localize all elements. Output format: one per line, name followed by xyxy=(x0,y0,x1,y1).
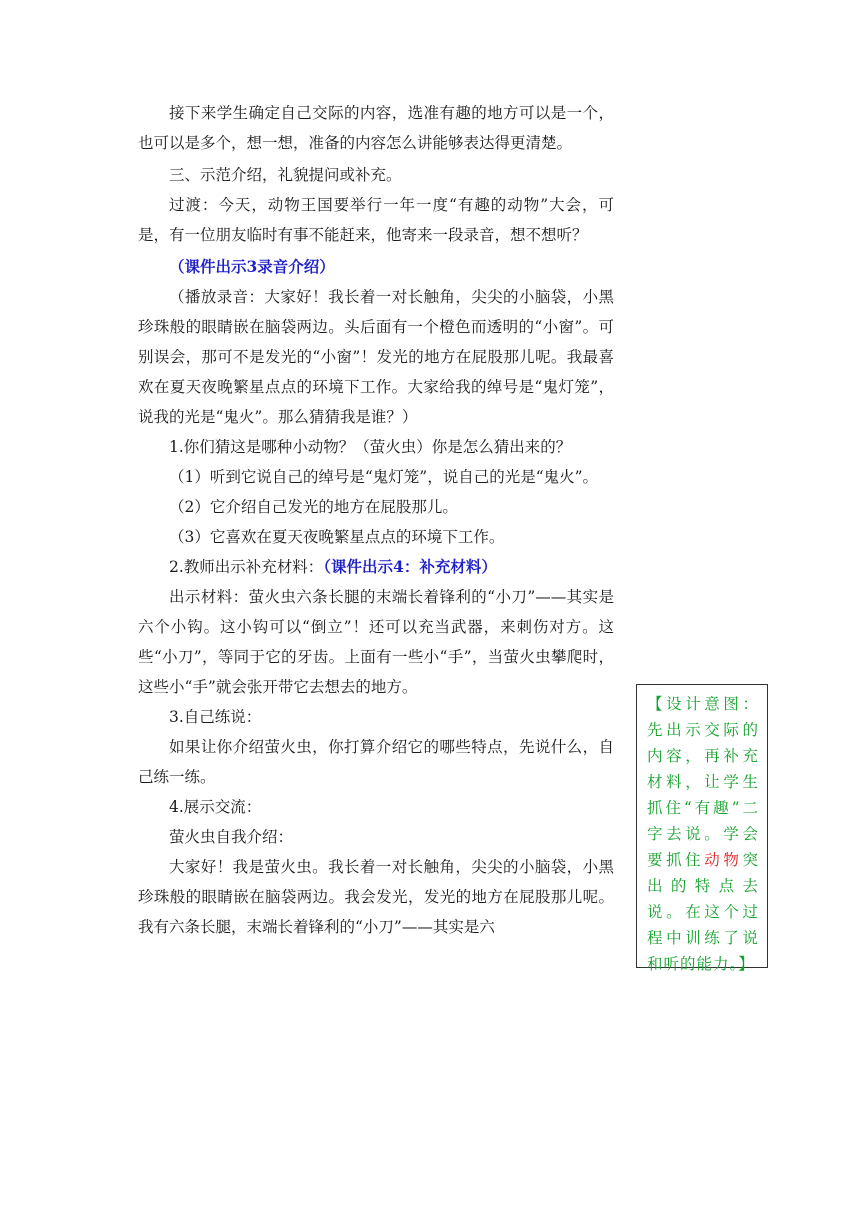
answer-1-1: （1）听到它说自己的绰号是“鬼灯笼”，说自己的光是“鬼火”。 xyxy=(169,468,599,486)
paragraph-material: 出示材料：萤火虫六条长腿的末端长着锋利的“小刀”——其实是六个小钩。这小钩可以“倒立”！还可以充当武器，来刺伤对方。这些“小刀”，等同于它的牙齿。上面有一些小“手”，当萤火虫攀爬时，这些小“手”就会张开带它去想去的地方。 xyxy=(138,588,614,696)
lesson-body xyxy=(138,98,614,942)
question-3: 3.自己练说： xyxy=(169,708,262,726)
question-4: 4.展示交流： xyxy=(169,798,262,816)
section-3-heading: 三、示范介绍，礼貌提问或补充。 xyxy=(169,166,402,184)
courseware-4-label: （课件出示4：补充材料） xyxy=(323,557,497,576)
note-text-part2: 突出的特点去说。在这个过程中训练了说和听的能力。】 xyxy=(647,851,759,973)
paragraph-recording: （播放录音：大家好！我长着一对长触角，尖尖的小脑袋，小黑珍珠般的眼睛嵌在脑袋两边。头后面有一个橙色而透明的“小窗”。可别误会，那可不是发光的“小窗”！发光的地方在屁股那儿呢。我最喜欢在夏天夜晚繁星点点的环境下工作。大家给我的绰号是“鬼灯笼”，说我的光是“鬼火”。那么猜猜我是谁？） xyxy=(138,288,614,426)
answer-1-3: （3）它喜欢在夏天夜晚繁星点点的环境下工作。 xyxy=(169,528,505,546)
note-text-part1: 【设计意图：先出示交际的内容，再补充材料，让学生抓住“有趣”二字去说。学会要抓住 xyxy=(647,695,759,869)
intro-title: 萤火虫自我介绍： xyxy=(169,828,294,846)
question-1: 1.你们猜这是哪种小动物？（萤火虫）你是怎么猜出来的？ xyxy=(169,438,572,456)
question-2-prefix: 2.教师出示补充材料： xyxy=(169,558,324,576)
paragraph-transition: 过渡：今天，动物王国要举行一年一度“有趣的动物”大会，可是，有一位朋友临时有事不能赶来，他寄来一段录音，想不想听？ xyxy=(138,196,614,244)
paragraph-content-selection: 接下来学生确定自己交际的内容，选准有趣的地方可以是一个，也可以是多个，想一想，准备的内容怎么讲能够表达得更清楚。 xyxy=(138,104,614,152)
design-intent-note xyxy=(636,684,768,973)
paragraph-practice: 如果让你介绍萤火虫，你打算介绍它的哪些特点，先说什么，自己练一练。 xyxy=(138,738,614,786)
question-2 xyxy=(138,552,614,582)
paragraph-firefly-intro: 大家好！我是萤火虫。我长着一对长触角，尖尖的小脑袋，小黑珍珠般的眼睛嵌在脑袋两边。我会发光，发光的地方在屁股那儿呢。我有六条长腿，末端长着锋利的“小刀”——其实是六 xyxy=(138,858,614,936)
answer-1-2: （2）它介绍自己发光的地方在屁股那儿。 xyxy=(169,498,458,516)
courseware-3-label: （课件出示3录音介绍） xyxy=(169,257,335,276)
note-highlight: 动物 xyxy=(704,851,743,869)
